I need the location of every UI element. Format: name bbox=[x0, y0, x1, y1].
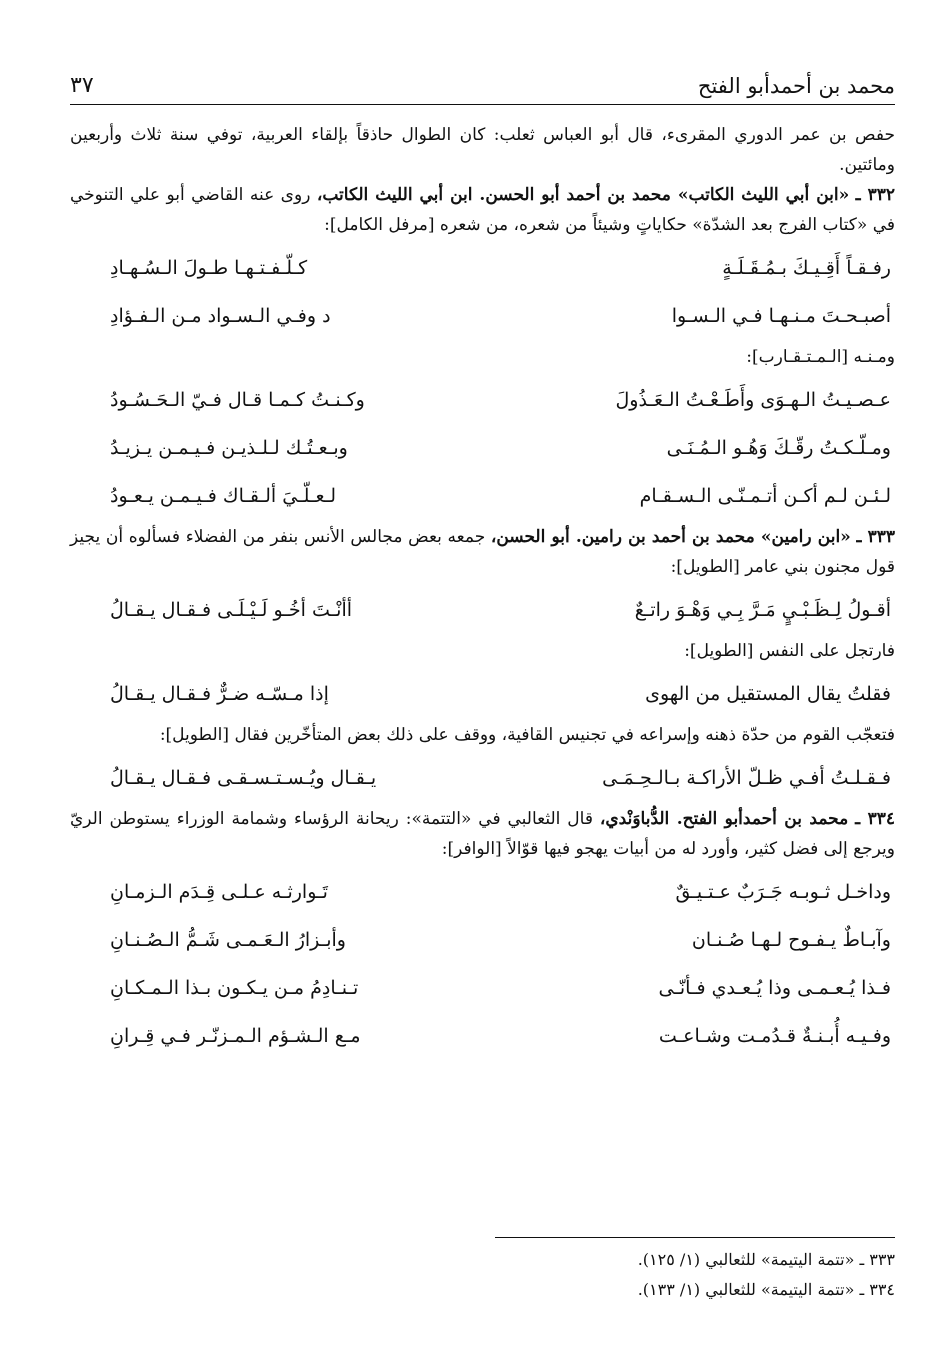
paragraph: فتعجّب القوم من حدّة ذهنه وإسراعه في تجنيس القافية، ووقف على ذلك بعض المتأخّرين فقال [الطويل]: bbox=[159, 725, 895, 745]
entry-333 bbox=[70, 522, 895, 582]
entry-heading: محمد بن أحمدأبو الفتح. الدُّباوَنْدي، bbox=[599, 809, 849, 829]
verse-first-hemistich: أقـولُ لِـظَـبْـيٍ مَـرَّ بِـي وَهْـوَ راتـعٌ bbox=[634, 599, 891, 621]
verse-line bbox=[70, 872, 895, 912]
entry-heading: «ابن رامين» محمد بن أحمد بن رامين. أبو الحسن، bbox=[490, 527, 851, 547]
entry-text: جمعه بعض مجالس الأنس بنفر من الفضلاء فسألوه أن يجيز قول مجنون بني عامر [الطويل]: bbox=[70, 527, 895, 577]
meter-note: ومـنـه [الـمـتـقـارب]: bbox=[746, 347, 895, 367]
paragraph-continuation: حفص بن عمر الدوري المقرىء، قال أبو العباس ثعلب: كان الطوال حاذقاً بإلقاء العربية، توفي سنة ثلاث وأربعين ومائتين. bbox=[70, 125, 895, 175]
verse-second-hemistich: أأنْـتَ أخُـو لَـيْـلَـى فـقـال يـقـالُ bbox=[110, 599, 353, 621]
verse-second-hemistich: يـقـال ويُـسـتـسـقـى فـقـال يـقـالُ bbox=[110, 767, 377, 789]
verse-first-hemistich: لـئـن لـم أكـن أتـمـنّـى الـسـقـام bbox=[639, 485, 891, 507]
verse-line bbox=[70, 476, 895, 516]
verse-second-hemistich: تَـوارثـه عـلـى قِـدَم الـزمـانِ bbox=[110, 881, 328, 903]
footnotes bbox=[70, 1245, 895, 1305]
verse-first-hemistich: فـقـلـتُ أفـي ظـلّ الأراكـة بـالـحِـمَـى bbox=[602, 767, 891, 789]
verse-first-hemistich: ومـلّـكـتُ رقّـكَ وَهُـو الـمُـنَـى bbox=[666, 437, 891, 459]
verse-line bbox=[70, 248, 895, 288]
entry-number: ٣٣٢ ـ bbox=[855, 185, 896, 205]
verse-first-hemistich: وفـيـه أُبـنـةٌ قـدُمـت وشـاعـت bbox=[658, 1025, 891, 1047]
verse-first-hemistich: أصبـحـتَ مـنـهـا فـي الـسـوا bbox=[671, 305, 891, 327]
verse-line bbox=[70, 590, 895, 630]
verse-line bbox=[70, 1016, 895, 1056]
verse-first-hemistich: فقلتُ يقال المستقيل من الهوى bbox=[645, 683, 891, 705]
meter-note: فارتجل على النفس [الطويل]: bbox=[684, 641, 895, 661]
page-header bbox=[70, 52, 895, 105]
entry-heading: «ابن أبي الليث الكاتب» محمد بن أحمد أبو الحسن. ابن أبي الليث الكاتب، bbox=[316, 185, 850, 205]
verse-second-hemistich: وأبـزارُ الـعَـمـى شَـمُّ الـصُـنـانِ bbox=[110, 929, 346, 951]
entry-334 bbox=[70, 804, 895, 864]
entry-number: ٣٣٣ ـ bbox=[856, 527, 896, 547]
footnote-divider bbox=[495, 1237, 895, 1238]
verse-line bbox=[70, 428, 895, 468]
verse-first-hemistich: فـذا يُـعـمـى وذا يُـعـدي فـأنّـى bbox=[658, 977, 891, 999]
entry-text: روى عنه القاضي أبو علي التنوخي في «كتاب الفرج بعد الشدّة» حكاياتٍ وشيئاً من شعره، من شعره [مرفل الكامل]: bbox=[70, 185, 895, 235]
entry-text: قال الثعالبي في «التتمة»: ريحانة الرؤساء وشمامة الوزراء يستوطن الريّ ويرجع إلى فضل كثير، وأورد له من أبيات يهجو فيها قوّالاً [الوافر]: bbox=[70, 809, 895, 859]
footnote: ٣٣٤ ـ «تتمة اليتيمة» للثعالبي (١/ ١٣٣). bbox=[637, 1280, 895, 1299]
verse-second-hemistich: وكـنـتُ كـمـا قـال فـيّ الـحَـسُـودُ bbox=[110, 389, 365, 411]
entry-332 bbox=[70, 180, 895, 240]
page-body bbox=[70, 120, 895, 1062]
verse-line bbox=[70, 920, 895, 960]
verse-line bbox=[70, 758, 895, 798]
verse-first-hemistich: رفـقـاً أَقِـيـكَ بـمُـقَـلَـةٍ bbox=[722, 257, 891, 279]
verse-line bbox=[70, 296, 895, 336]
verse-second-hemistich: د وفـي الـسـواد مـن الـفـؤادِ bbox=[110, 305, 331, 327]
verse-second-hemistich: إذا مـسّـه ضـرٌّ فـقـال يـقـالُ bbox=[110, 683, 329, 705]
verse-line bbox=[70, 968, 895, 1008]
verse-first-hemistich: وآبـاطٌ يـفـوح لـهـا صُـنـان bbox=[691, 929, 891, 951]
verse-second-hemistich: وبـعـتُـك لـلـذيـن فـيـمـن يـزيـدُ bbox=[110, 437, 348, 459]
verse-first-hemistich: وداخـل ثـوبـه جَـرَبٌ عـتـيـقٌ bbox=[675, 881, 891, 903]
verse-second-hemistich: تـنـادِمُ مـن يـكـون بـذا الـمـكـانِ bbox=[110, 977, 359, 999]
verse-line bbox=[70, 380, 895, 420]
verse-second-hemistich: مـع الـشـؤم الـمـزنّـر فـي قِـرانِ bbox=[110, 1025, 361, 1047]
verse-second-hemistich: كـلّـفـتـهـا طـولَ الـسُـهـادِ bbox=[110, 257, 308, 279]
entry-number: ٣٣٤ ـ bbox=[855, 809, 895, 829]
page-number: ٣٧ bbox=[70, 73, 94, 98]
verse-first-hemistich: عـصـيـتُ الـهـوَى وأَطَـعْـتُ الـعَـذُولَ bbox=[615, 389, 891, 411]
footnote: ٣٣٣ ـ «تتمة اليتيمة» للثعالبي (١/ ١٢٥). bbox=[637, 1250, 895, 1269]
running-title: محمد بن أحمدأبو الفتح bbox=[697, 74, 895, 98]
verse-second-hemistich: لـعـلّـيَ ألـقـاك فـيـمـن يـعـودُ bbox=[110, 485, 336, 507]
verse-line bbox=[70, 674, 895, 714]
